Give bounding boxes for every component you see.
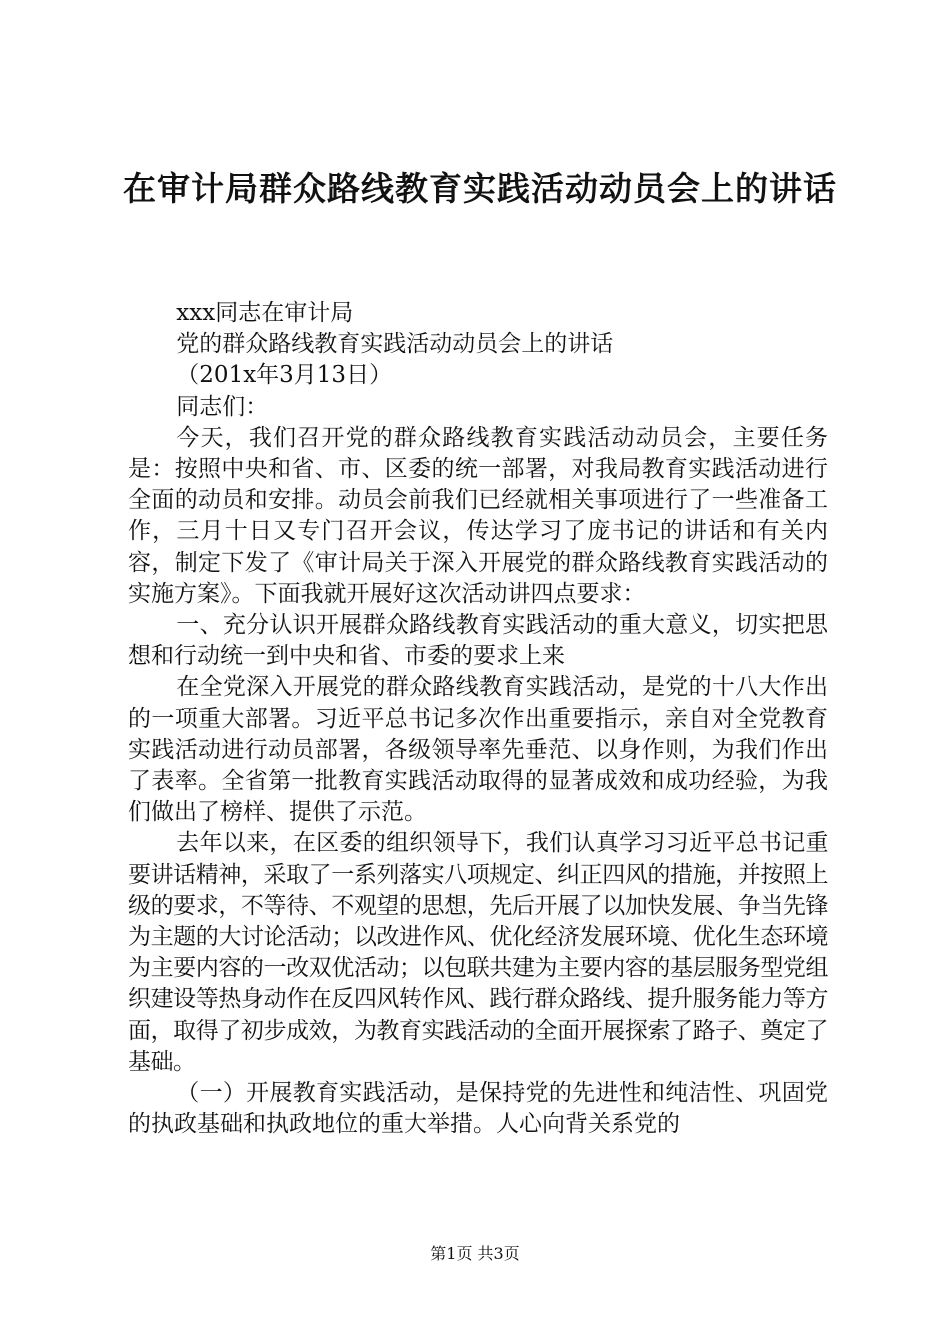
speaker-line: xxx同志在审计局	[176, 300, 354, 326]
page-footer: 第1页 共3页	[430, 1244, 520, 1263]
salutation-line: 同志们：	[176, 393, 269, 420]
paragraph-progress: 去年以来，在区委的组织领导下，我们认真学习习近平总书记重要讲话精神，采取了一系列落实八项规定、纠正四风的措施，并按照上级的要求，不等待、不观望的思想，先后开展了以加快发展、争当先锋为主题的大讨论活动；以改进作风、优化经济发展环境、优化生态环境为主要内容的一改双优活动；以包联共建为主要内容的基层服务型党组织建设等热身动作在反四风转作风、践行群众路线、提升服务能力等方面，取得了初步成效，为教育实践活动的全面开展探索了路子、奠定了基础。	[128, 830, 828, 1075]
paragraph-significance: 在全党深入开展党的群众路线教育实践活动，是党的十八大作出的一项重大部署。习近平总书记多次作出重要指示，亲自对全党教育实践活动进行动员部署，各级领导率先垂范、以身作则，为我们作出了表率。全省第一批教育实践活动取得的显著成效和成功经验，为我们做出了榜样、提供了示范。	[128, 674, 828, 826]
paragraph-intro: 今天，我们召开党的群众路线教育实践活动动员会，主要任务是：按照中央和省、市、区委的统一部署，对我局教育实践活动进行全面的动员和安排。动员会前我们已经就相关事项进行了一些准备工作，三月十日又专门召开会议，传达学习了庞书记的讲话和有关内容，制定下发了《审计局关于深入开展党的群众路线教育实践活动的实施方案》。下面我就开展好这次活动讲四点要求：	[128, 424, 828, 607]
paragraph-subsection-1: （一）开展教育实践活动，是保持党的先进性和纯洁性、巩固党的执政基础和执政地位的重大举措。人心向背关系党的	[128, 1080, 828, 1138]
document-body	[128, 298, 828, 1140]
subtitle-line: 党的群众路线教育实践活动动员会上的讲话	[176, 331, 614, 358]
document-title: 在审计局群众路线教育实践活动动员会上的讲话	[123, 169, 837, 208]
section-heading-1: 一、充分认识开展群众路线教育实践活动的重大意义，切实把思想和行动统一到中央和省、市委的要求上来	[128, 612, 828, 670]
date-line: （201x年3月13日）	[176, 362, 393, 389]
